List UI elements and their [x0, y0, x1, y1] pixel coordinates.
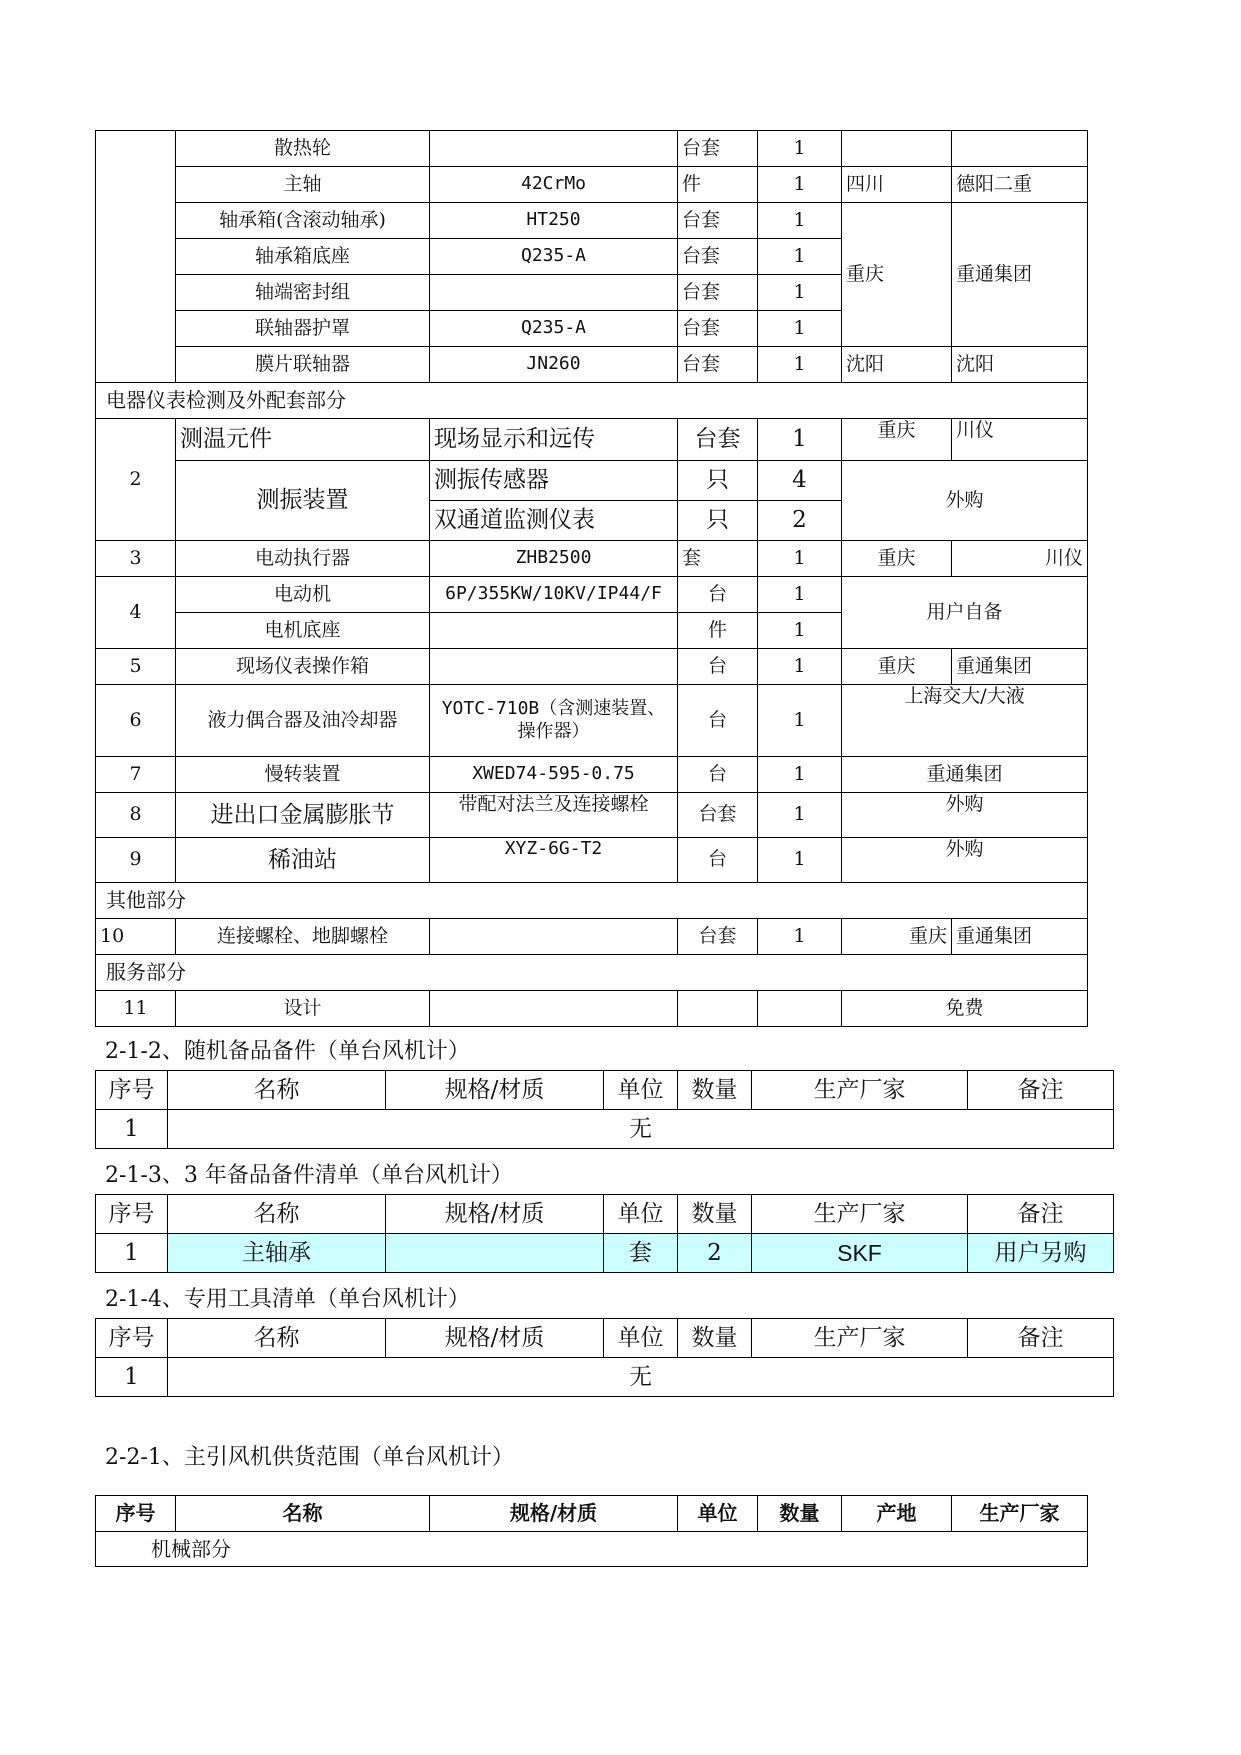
cell-name: 联轴器护罩	[176, 311, 430, 347]
main-fan-supply-table	[95, 1495, 1088, 1567]
table-row	[96, 1234, 1114, 1273]
section-row	[96, 1532, 1088, 1567]
cell-spec: YOTC-710B（含测速装置、操作器）	[430, 685, 678, 757]
cell-spec: 42CrMo	[430, 167, 678, 203]
cell-name: 稀油站	[176, 838, 430, 883]
section-row	[96, 955, 1088, 991]
cell-spec	[430, 131, 678, 167]
cell-name: 慢转装置	[176, 757, 430, 793]
header-cell: 生产厂家	[952, 1496, 1088, 1532]
header-cell: 序号	[96, 1319, 168, 1358]
table-header-row	[96, 1319, 1114, 1358]
cell-unit: 只	[678, 501, 758, 541]
cell-name: 轴承箱底座	[176, 239, 430, 275]
merged-number-cell	[96, 131, 176, 383]
cell-spec	[430, 991, 678, 1027]
cell-maker: 外购	[842, 838, 1088, 883]
table-row	[96, 793, 1088, 838]
cell-unit: 台	[678, 685, 758, 757]
cell-name: 测振装置	[176, 461, 430, 541]
header-cell: 单位	[604, 1195, 678, 1234]
cell-origin: 重庆	[842, 203, 952, 347]
table-header-row	[96, 1071, 1114, 1110]
cell-origin	[842, 131, 952, 167]
cell-unit: 台套	[678, 419, 758, 461]
header-cell: 规格/材质	[386, 1195, 604, 1234]
cell-unit: 台	[678, 757, 758, 793]
cell-qty: 1	[758, 275, 842, 311]
table-row	[96, 838, 1088, 883]
header-cell: 产地	[842, 1496, 952, 1532]
header-cell: 备注	[968, 1195, 1114, 1234]
cell-unit: 件	[678, 167, 758, 203]
cell-qty: 1	[758, 613, 842, 649]
cell-content: 无	[168, 1110, 1114, 1149]
cell-qty: 1	[758, 311, 842, 347]
cell-unit: 台套	[678, 275, 758, 311]
section-label: 其他部分	[96, 883, 1088, 919]
section-label: 服务部分	[96, 955, 1088, 991]
cell-spec: XYZ-6G-T2	[430, 838, 678, 883]
table-row	[96, 167, 1088, 203]
cell-maker: 外购	[842, 793, 1088, 838]
cell-name: 电机底座	[176, 613, 430, 649]
header-cell: 序号	[96, 1195, 168, 1234]
header-cell: 名称	[168, 1071, 386, 1110]
cell-unit: 台	[678, 649, 758, 685]
cell-qty: 2	[678, 1234, 752, 1273]
cell-unit: 件	[678, 613, 758, 649]
cell-origin: 四川	[842, 167, 952, 203]
header-cell: 名称	[168, 1319, 386, 1358]
cell-unit: 台套	[678, 793, 758, 838]
header-cell: 备注	[968, 1319, 1114, 1358]
table-row	[96, 203, 1088, 239]
cell-qty: 1	[758, 919, 842, 955]
cell-qty: 1	[758, 685, 842, 757]
cell-no: 2	[96, 419, 176, 541]
cell-name: 测温元件	[176, 419, 430, 461]
cell-qty: 2	[758, 501, 842, 541]
cell-no: 1	[96, 1110, 168, 1149]
table-row	[96, 347, 1088, 383]
cell-no: 3	[96, 541, 176, 577]
cell-name: 液力偶合器及油冷却器	[176, 685, 430, 757]
cell-maker: SKF	[752, 1234, 968, 1273]
cell-spec: JN260	[430, 347, 678, 383]
header-cell: 规格/材质	[386, 1319, 604, 1358]
cell-maker: 川仪	[952, 541, 1088, 577]
cell-unit: 套	[604, 1234, 678, 1273]
header-cell: 生产厂家	[752, 1195, 968, 1234]
cell-content: 无	[168, 1358, 1114, 1397]
special-tools-table	[95, 1318, 1114, 1397]
header-cell: 规格/材质	[430, 1496, 678, 1532]
section-label: 电器仪表检测及外配套部分	[96, 383, 1088, 419]
cell-source: 外购	[842, 461, 1088, 541]
section-row	[96, 383, 1088, 419]
table-row	[96, 1358, 1114, 1397]
cell-origin: 重庆	[842, 919, 952, 955]
cell-origin: 重庆	[842, 649, 952, 685]
cell-name: 电动机	[176, 577, 430, 613]
section-heading-2-1-3: 2-1-3、3 年备品备件清单（单台风机计）	[105, 1163, 513, 1188]
table-row	[96, 419, 1088, 461]
cell-maker: 重通集团	[842, 757, 1088, 793]
cell-name: 连接螺栓、地脚螺栓	[176, 919, 430, 955]
cell-maker: 重通集团	[952, 919, 1088, 955]
header-cell: 名称	[168, 1195, 386, 1234]
cell-origin: 重庆	[842, 541, 952, 577]
cell-unit: 只	[678, 461, 758, 501]
section-heading-2-1-4: 2-1-4、专用工具清单（单台风机计）	[105, 1287, 470, 1312]
cell-name: 主轴	[176, 167, 430, 203]
cell-no: 4	[96, 577, 176, 649]
cell-spec: 带配对法兰及连接螺栓	[430, 793, 678, 838]
cell-name: 主轴承	[168, 1234, 386, 1273]
cell-name: 设计	[176, 991, 430, 1027]
cell-qty: 1	[758, 347, 842, 383]
cell-spec: ZHB2500	[430, 541, 678, 577]
header-cell: 生产厂家	[752, 1319, 968, 1358]
cell-qty: 1	[758, 541, 842, 577]
cell-name: 轴端密封组	[176, 275, 430, 311]
table-row	[96, 757, 1088, 793]
header-cell: 名称	[176, 1496, 430, 1532]
table-row	[96, 461, 1088, 501]
cell-no: 11	[96, 991, 176, 1027]
header-cell: 单位	[678, 1496, 758, 1532]
cell-spec: 测振传感器	[430, 461, 678, 501]
cell-spec	[430, 613, 678, 649]
cell-unit: 台	[678, 577, 758, 613]
cell-qty: 1	[758, 203, 842, 239]
table-row	[96, 577, 1088, 613]
cell-no: 9	[96, 838, 176, 883]
cell-name: 膜片联轴器	[176, 347, 430, 383]
table-row	[96, 541, 1088, 577]
header-cell: 单位	[604, 1071, 678, 1110]
cell-spec: 现场显示和远传	[430, 419, 678, 461]
cell-no: 6	[96, 685, 176, 757]
cell-no: 10	[96, 919, 176, 955]
supply-table-continued	[95, 130, 1088, 1027]
header-cell: 数量	[678, 1195, 752, 1234]
cell-qty: 1	[758, 649, 842, 685]
header-cell: 生产厂家	[752, 1071, 968, 1110]
cell-maker: 重通集团	[952, 203, 1088, 347]
header-cell: 序号	[96, 1071, 168, 1110]
table-row	[96, 131, 1088, 167]
section-heading-2-1-2: 2-1-2、随机备品备件（单台风机计）	[105, 1039, 470, 1064]
section-row	[96, 883, 1088, 919]
table-row	[96, 1110, 1114, 1149]
cell-qty: 1	[758, 239, 842, 275]
cell-qty: 1	[758, 131, 842, 167]
cell-remark: 用户另购	[968, 1234, 1114, 1273]
cell-maker	[952, 131, 1088, 167]
cell-unit: 台套	[678, 203, 758, 239]
table-header-row	[96, 1496, 1088, 1532]
cell-spec: 6P/355KW/10KV/IP44/F	[430, 577, 678, 613]
cell-maker: 沈阳	[952, 347, 1088, 383]
table-header-row	[96, 1195, 1114, 1234]
cell-name: 进出口金属膨胀节	[176, 793, 430, 838]
header-cell: 数量	[678, 1319, 752, 1358]
cell-maker: 免费	[842, 991, 1088, 1027]
cell-origin: 重庆	[842, 419, 952, 461]
cell-name: 电动执行器	[176, 541, 430, 577]
cell-spec: 双通道监测仪表	[430, 501, 678, 541]
header-cell: 单位	[604, 1319, 678, 1358]
cell-spec: Q235-A	[430, 239, 678, 275]
cell-unit: 台套	[678, 919, 758, 955]
cell-name: 散热轮	[176, 131, 430, 167]
cell-qty: 1	[758, 757, 842, 793]
cell-maker: 川仪	[952, 419, 1088, 461]
cell-no: 8	[96, 793, 176, 838]
cell-no: 1	[96, 1358, 168, 1397]
cell-no: 7	[96, 757, 176, 793]
cell-qty: 1	[758, 419, 842, 461]
cell-source: 用户自备	[842, 577, 1088, 649]
cell-qty: 1	[758, 793, 842, 838]
table-row	[96, 919, 1088, 955]
cell-no: 1	[96, 1234, 168, 1273]
three-year-spares-table	[95, 1194, 1114, 1273]
cell-spec: HT250	[430, 203, 678, 239]
header-cell: 序号	[96, 1496, 176, 1532]
cell-unit: 台套	[678, 347, 758, 383]
header-cell: 数量	[758, 1496, 842, 1532]
cell-spec	[430, 919, 678, 955]
cell-name: 轴承箱(含滚动轴承)	[176, 203, 430, 239]
cell-name: 现场仪表操作箱	[176, 649, 430, 685]
header-cell: 数量	[678, 1071, 752, 1110]
section-label: 机械部分	[96, 1532, 1088, 1567]
cell-qty	[758, 991, 842, 1027]
table-row	[96, 649, 1088, 685]
header-cell: 备注	[968, 1071, 1114, 1110]
cell-spec	[430, 649, 678, 685]
cell-unit: 台	[678, 838, 758, 883]
cell-qty: 4	[758, 461, 842, 501]
cell-unit: 套	[678, 541, 758, 577]
cell-no: 5	[96, 649, 176, 685]
cell-unit	[678, 991, 758, 1027]
cell-unit: 台套	[678, 311, 758, 347]
table-row	[96, 685, 1088, 757]
spare-parts-table	[95, 1070, 1114, 1149]
cell-spec	[430, 275, 678, 311]
cell-maker: 上海交大/大液	[842, 685, 1088, 757]
cell-maker: 重通集团	[952, 649, 1088, 685]
cell-unit: 台套	[678, 239, 758, 275]
cell-qty: 1	[758, 577, 842, 613]
cell-maker: 德阳二重	[952, 167, 1088, 203]
table-row	[96, 991, 1088, 1027]
cell-spec	[386, 1234, 604, 1273]
cell-origin: 沈阳	[842, 347, 952, 383]
cell-qty: 1	[758, 167, 842, 203]
header-cell: 规格/材质	[386, 1071, 604, 1110]
cell-qty: 1	[758, 838, 842, 883]
section-heading-2-2-1: 2-2-1、主引风机供货范围（单台风机计）	[105, 1445, 514, 1470]
cell-unit: 台套	[678, 131, 758, 167]
cell-spec: XWED74-595-0.75	[430, 757, 678, 793]
cell-spec: Q235-A	[430, 311, 678, 347]
